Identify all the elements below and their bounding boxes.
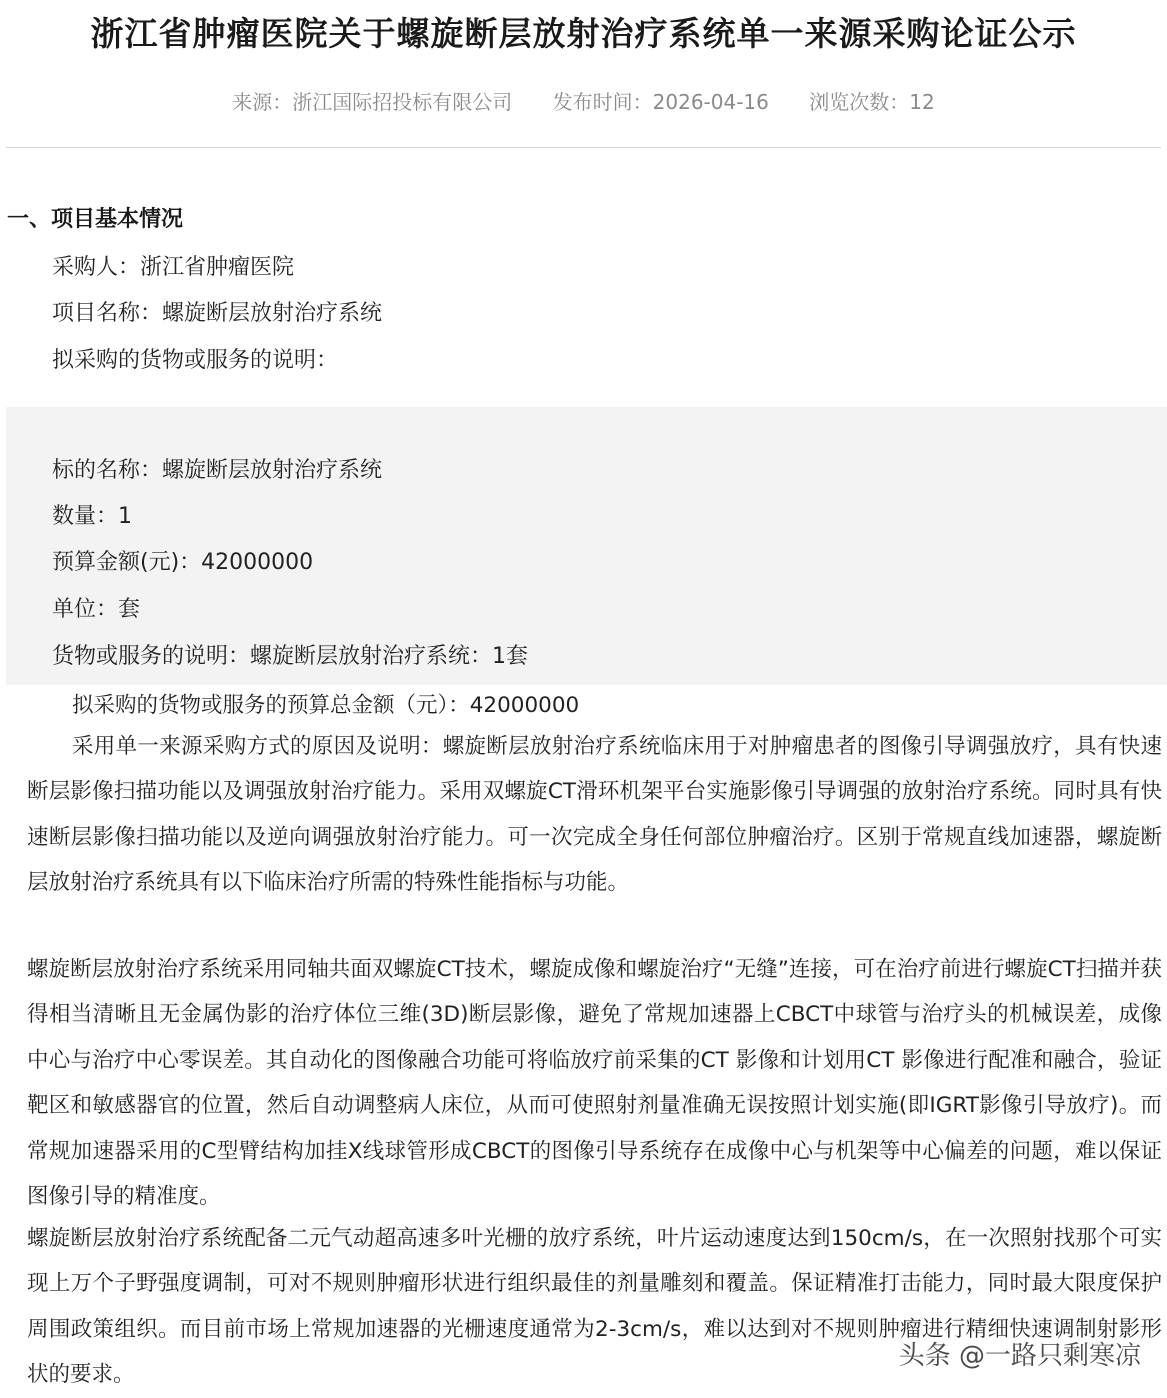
mlc-paragraph: 螺旋断层放射治疗系统配备二元气动超高速多叶光栅的放疗系统，叶片运动速度达到150cm/s，在一次照射找那个可实现上万个子野强度调制，可对不规则肿瘤形状进行组织最佳的剂量雕刻和覆盖。保证精准打击能力，同时最大限度保护周围政策组织。而目前市场上常规加速器的光栅速度通常为2-3cm/s，难以达到对不规则肿瘤进行精细快速调制射影形状的要求。 xyxy=(27,1226,1162,1388)
item-quantity-line: 数量：1 xyxy=(52,504,132,529)
project-name-line: 项目名称：螺旋断层放射治疗系统 xyxy=(52,301,383,326)
source-text: 来源：浙江国际招投标有限公司 xyxy=(232,90,513,114)
page-title: 浙江省肿瘤医院关于螺旋断层放射治疗系统单一来源采购论证公示 xyxy=(90,14,1077,53)
reason-paragraph: 采用单一来源采购方式的原因及说明：螺旋断层放射治疗系统临床用于对肿瘤患者的图像引导调强放疗，具有快速断层影像扫描功能以及调强放射治疗能力。采用双螺旋CT滑环机架平台实施影像引导调强的放射治疗系统。同时具有快速断层影像扫描功能以及逆向调强放射治疗能力。可一次完成全身任何部位肿瘤治疗。区别于常规直线加速器，螺旋断层放射治疗系统具有以下临床治疗所需的特殊性能指标与功能。 xyxy=(27,734,1162,896)
purchaser-line: 采购人：浙江省肿瘤医院 xyxy=(52,255,295,280)
item-name-line: 标的名称：螺旋断层放射治疗系统 xyxy=(52,458,383,483)
section-heading: 一、项目基本情况 xyxy=(7,207,184,232)
item-desc-line: 货物或服务的说明：螺旋断层放射治疗系统：1套 xyxy=(52,644,528,669)
article-meta xyxy=(0,86,1167,115)
tomotherapy-imaging-paragraph: 螺旋断层放射治疗系统采用同轴共面双螺旋CT技术，螺旋成像和螺旋治疗“无缝”连接，可在治疗前进行螺旋CT扫描并获得相当清晰且无金属伪影的治疗体位三维(3D)断层影像，避免了常规加速器上CBCT中球管与治疗头的机械误差，成像中心与治疗中心零误差。其自动化的图像融合功能可将临放疗前采集的CT 影像和计划用CT 影像进行配准和融合，验证靶区和敏感器官的位置，然后自动调整病人床位，从而可使照射剂量准确无误按照计划实施(即IGRT影像引导放疗)。而常规加速器采用的C型臂结构加挂X线球管形成CBCT的图像引导系统存在成像中心与机架等中心偏差的问题，难以保证图像引导的精准度。 xyxy=(27,957,1162,1210)
total-budget-line: 拟采购的货物或服务的预算总金额（元）：42000000 xyxy=(72,693,580,718)
item-unit-line: 单位：套 xyxy=(52,597,141,622)
item-budget-line: 预算金额(元)：42000000 xyxy=(52,550,314,575)
watermark: 头条 @一路只剩寒凉 xyxy=(898,1341,1141,1371)
goods-desc-label: 拟采购的货物或服务的说明： xyxy=(52,348,339,373)
divider xyxy=(6,147,1161,148)
view-count-text: 浏览次数：12 xyxy=(809,90,935,114)
publish-time-text: 发布时间：2026-04-16 xyxy=(552,90,769,114)
